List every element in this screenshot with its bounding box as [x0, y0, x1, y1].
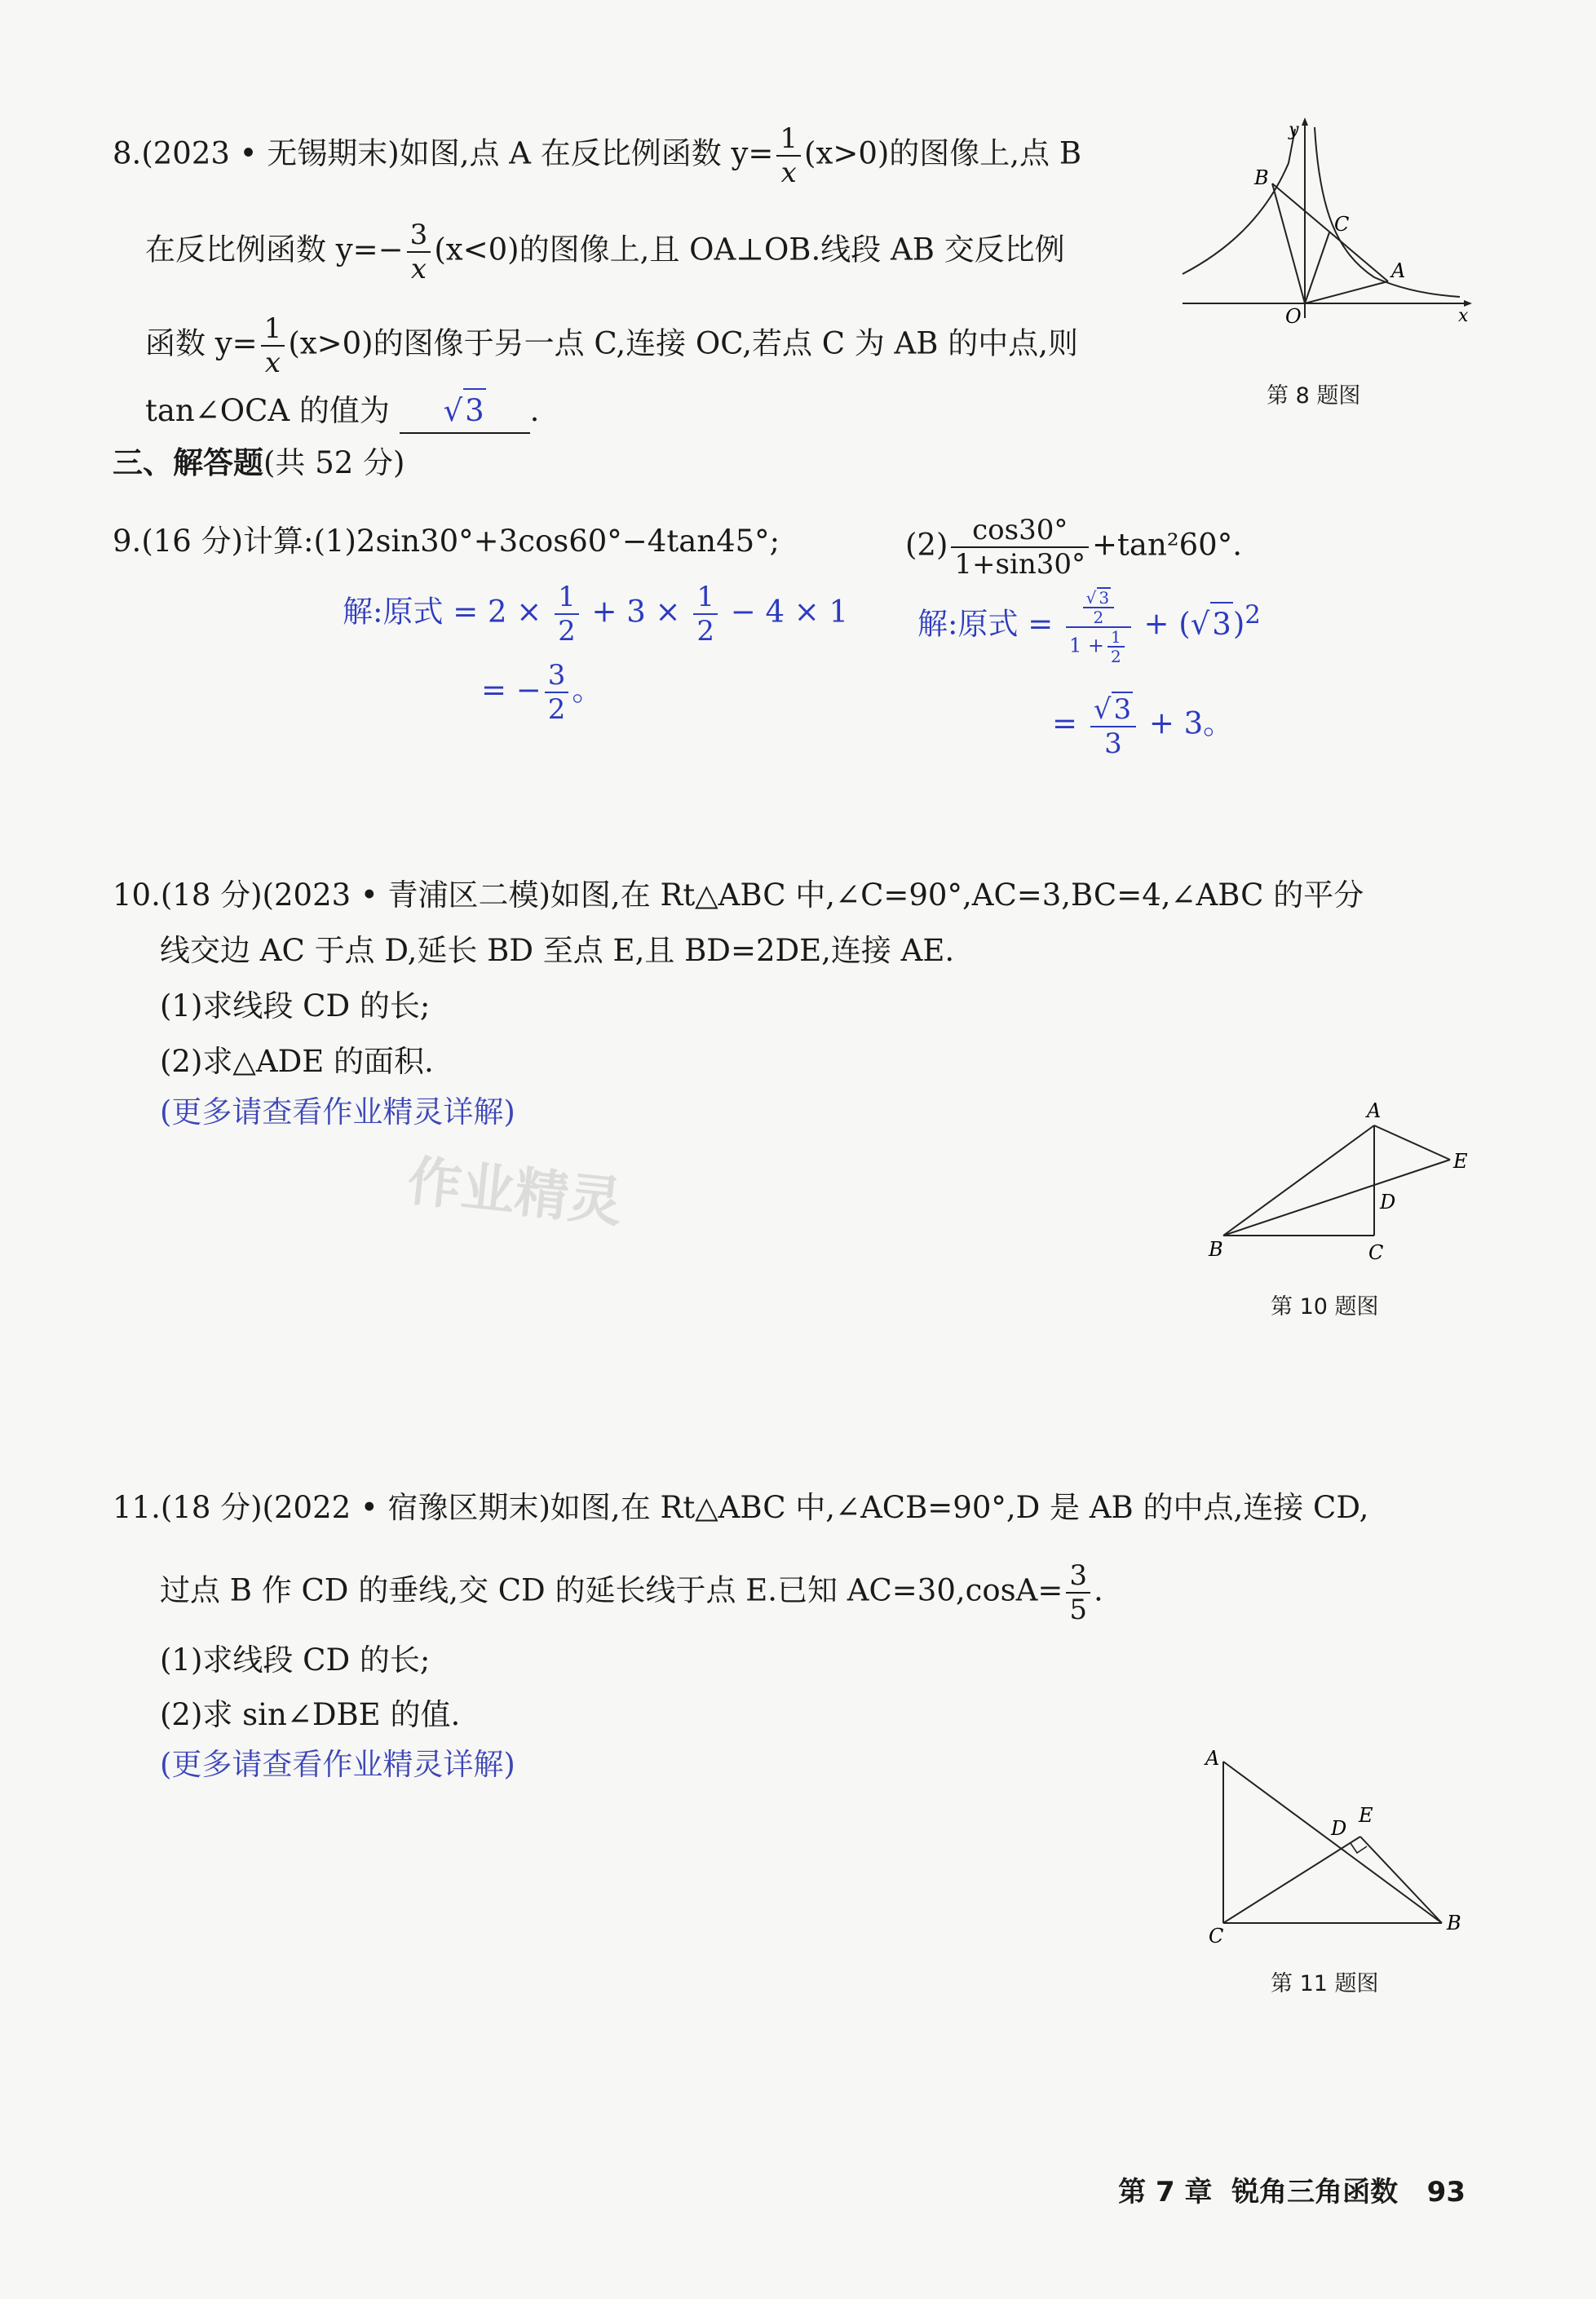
- label-C: C: [1334, 213, 1350, 236]
- segment-AB: [1223, 1125, 1374, 1236]
- q9-solution1-line2: = − $\frac{3}{2}$ 。: [481, 659, 603, 726]
- q8-line3: 函数 y= $\frac{1}{x}$ (x>0)的图像于另一点 C,连接 OC,若点 C 为 AB 的中点,则: [145, 312, 1078, 379]
- segment-AB: [1223, 1762, 1442, 1923]
- q9-part2-fraction: $\frac{\cos 30^\circ}{1+\sin 30^\circ}$: [951, 514, 1089, 581]
- q8-fraction-1: $\frac{1}{x}$: [776, 122, 801, 189]
- q8-answer-blank: √3: [400, 388, 530, 434]
- segment-AB: [1272, 183, 1388, 281]
- q10-sub1: (1)求线段 CD 的长;: [160, 988, 431, 1023]
- q10-caption: 第 10 题图: [1271, 1294, 1379, 1320]
- q9-solution1-line1: 解:原式 = 2 × $\frac{1}{2}$ + 3 × $\frac{1}{2}$ − 4 × 1: [343, 581, 849, 648]
- q9-part2: (2) $\frac{\cos 30^\circ}{1+\sin 30^\circ}$ +tan²60°.: [905, 514, 1242, 581]
- label-B: B: [1447, 1912, 1461, 1934]
- segment-AE: [1374, 1125, 1450, 1160]
- segment-BE: [1223, 1160, 1450, 1236]
- q9-nested-fraction: $\frac{√ 3}{2}$ 1 + $\frac{1}{2}$: [1066, 587, 1131, 665]
- q11-line2: 过点 B 作 CD 的垂线,交 CD 的延长线于点 E.已知 AC=30,cosA= $\frac{3}{5}$ .: [160, 1559, 1103, 1626]
- label-A: A: [1391, 259, 1406, 282]
- q8-line4: tan∠OCA 的值为 √3 .: [145, 388, 539, 434]
- q10-figure: [1191, 1093, 1484, 1272]
- page-footer: 第 7 章 锐角三角函数 93: [1118, 2176, 1466, 2208]
- label-O: O: [1285, 305, 1302, 328]
- label-B: B: [1254, 166, 1269, 189]
- segment-OB: [1272, 183, 1305, 303]
- label-D: D: [1331, 1817, 1347, 1840]
- q10-hint-link[interactable]: (更多请查看作业精灵详解): [160, 1094, 515, 1130]
- section-heading: 三、解答题(共 52 分): [113, 445, 405, 480]
- label-A: A: [1205, 1747, 1220, 1770]
- q11-hint-link[interactable]: (更多请查看作业精灵详解): [160, 1747, 515, 1782]
- q10-sub2: (2)求△ADE 的面积.: [160, 1044, 434, 1079]
- q10-line1: 10.(18 分)(2023 • 青浦区二模)如图,在 Rt△ABC 中,∠C=90°,AC=3,BC=4,∠ABC 的平分: [113, 878, 1364, 913]
- q8-caption: 第 8 题图: [1267, 383, 1361, 409]
- watermark: 作业精灵: [405, 1149, 626, 1235]
- segment-CE: [1223, 1837, 1360, 1923]
- segment-OA: [1305, 281, 1388, 303]
- label-A: A: [1367, 1099, 1382, 1122]
- label-C: C: [1368, 1241, 1384, 1264]
- q8-line2: 在反比例函数 y=− $\frac{3}{x}$ (x<0)的图像上,且 OA⊥OB.线段 AB 交反比例: [145, 219, 1065, 285]
- q10-line2: 线交边 AC 于点 D,延长 BD 至点 E,且 BD=2DE,连接 AE.: [160, 933, 955, 968]
- segment-EB: [1360, 1837, 1442, 1923]
- q8-figure: [1174, 114, 1484, 359]
- curve-left: [1183, 129, 1295, 274]
- q8-line1: 8.(2023 • 无锡期末)如图,点 A 在反比例函数 y= $\frac{1}{x}$ (x>0)的图像上,点 B: [113, 122, 1082, 189]
- q9-solution2-line1: 解:原式 = $\frac{√ 3}{2}$ 1 + $\frac{1}{2}$ + $(√3)^2$: [917, 588, 1261, 666]
- q9-stem: 9.(16 分)计算:(1)2sin30°+3cos60°−4tan45°;: [113, 524, 780, 559]
- y-axis-arrow: [1302, 117, 1308, 126]
- label-C: C: [1209, 1925, 1224, 1948]
- segment-OC: [1305, 232, 1329, 303]
- label-y: y: [1289, 120, 1299, 140]
- q8-fraction-2: $\frac{3}{x}$: [407, 219, 431, 285]
- label-E: E: [1359, 1804, 1373, 1827]
- label-D: D: [1380, 1191, 1396, 1214]
- q11-figure: [1191, 1737, 1484, 1949]
- label-E: E: [1453, 1150, 1468, 1173]
- right-angle-mark: [1351, 1843, 1367, 1853]
- q11-sub2: (2)求 sin∠DBE 的值.: [160, 1697, 461, 1732]
- q11-sub1: (1)求线段 CD 的长;: [160, 1642, 431, 1678]
- label-B: B: [1209, 1238, 1223, 1261]
- q11-caption: 第 11 题图: [1271, 1971, 1379, 1996]
- q11-line1: 11.(18 分)(2022 • 宿豫区期末)如图,在 Rt△ABC 中,∠ACB=90°,D 是 AB 的中点,连接 CD,: [113, 1490, 1369, 1525]
- page-number: 93: [1426, 2176, 1466, 2208]
- q8-fraction-3: $\frac{1}{x}$: [261, 312, 285, 379]
- q9-solution2-line2: = $\frac{√3}{3}$ + 3。: [1052, 693, 1234, 760]
- label-x: x: [1458, 306, 1469, 326]
- curve-right: [1315, 127, 1460, 297]
- q11-fraction: $\frac{3}{5}$: [1066, 1559, 1090, 1626]
